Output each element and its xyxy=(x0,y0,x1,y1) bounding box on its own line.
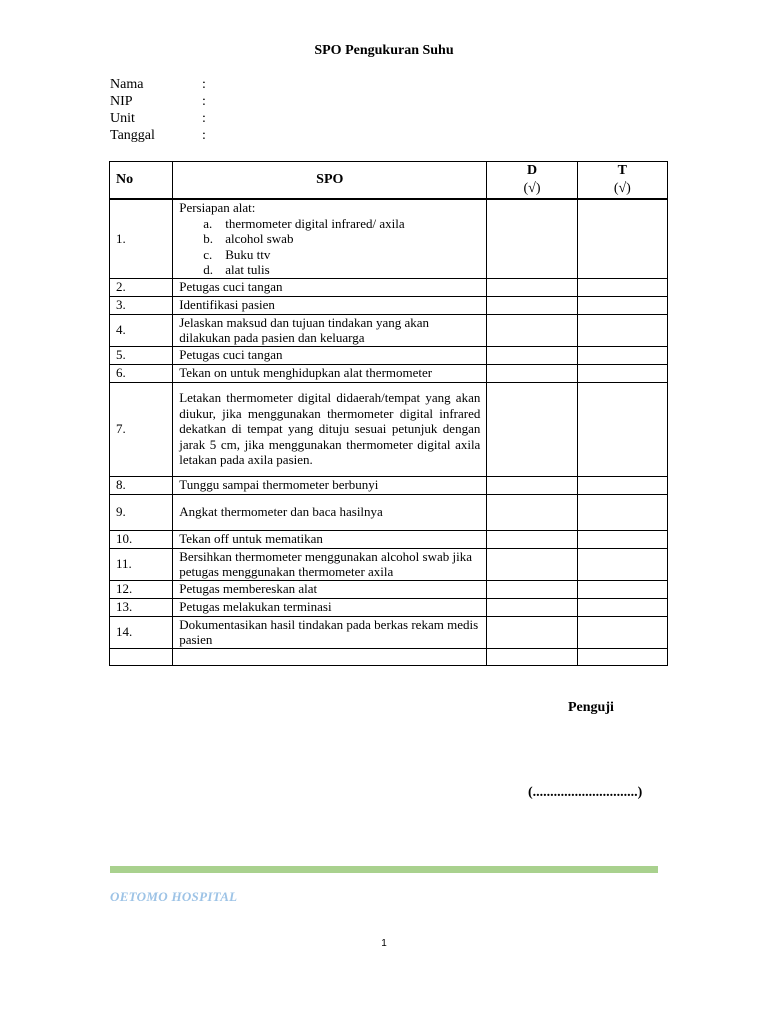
row-step-text: Tunggu sampai thermometer berbunyi xyxy=(173,476,487,494)
field-nama xyxy=(110,76,212,93)
table-row xyxy=(110,382,668,476)
table-row xyxy=(110,346,668,364)
t-check-cell[interactable] xyxy=(577,346,667,364)
row-number: 12. xyxy=(110,580,173,598)
row-step-text: Tekan off untuk mematikan xyxy=(173,530,487,548)
header-t-check: (√) xyxy=(613,181,631,196)
list-text: alcohol swab xyxy=(225,231,294,246)
row-step-text: Angkat thermometer dan baca hasilnya xyxy=(173,494,487,530)
row-step-text: Letakan thermometer digital didaerah/tempat yang akan diukur, jika menggunakan thermometer digital infrared dekatkan di tempat yang dituju sesuai petunjuk dengan jarak 5 cm, jika menggunakan thermometer digital axila letakan pada axila pasien. xyxy=(173,382,487,476)
field-colon: : xyxy=(202,77,206,92)
field-label: Unit xyxy=(110,111,135,126)
row-step-text: Persiapan alat: xyxy=(179,200,256,215)
field-unit xyxy=(110,110,212,127)
examiner-label: Penguji xyxy=(568,700,614,715)
empty-cell xyxy=(173,648,487,665)
table-row xyxy=(110,314,668,346)
d-check-cell[interactable] xyxy=(487,616,577,648)
field-nip xyxy=(110,93,212,110)
list-marker: d. xyxy=(203,262,213,277)
table-row xyxy=(110,364,668,382)
list-marker: c. xyxy=(203,246,213,262)
t-check-cell[interactable] xyxy=(577,296,667,314)
row-step-text: Petugas cuci tangan xyxy=(173,346,487,364)
d-check-cell[interactable] xyxy=(487,598,577,616)
list-item xyxy=(203,216,480,232)
row-step-text: Identifikasi pasien xyxy=(173,296,487,314)
d-check-cell[interactable] xyxy=(487,382,577,476)
row-number: 9. xyxy=(110,494,173,530)
footer-hospital-name: OETOMO HOSPITAL xyxy=(110,889,238,904)
d-check-cell[interactable] xyxy=(487,648,577,665)
t-check-cell[interactable] xyxy=(577,278,667,296)
t-check-cell[interactable] xyxy=(577,199,667,278)
row-number: 6. xyxy=(110,364,173,382)
list-text: Buku ttv xyxy=(225,246,271,262)
empty-cell xyxy=(110,648,173,665)
row-number: 5. xyxy=(110,346,173,364)
list-item xyxy=(203,231,480,247)
signature-placeholder: (..............................) xyxy=(528,785,643,800)
d-check-cell[interactable] xyxy=(487,199,577,278)
row-step-text: Petugas membereskan alat xyxy=(173,580,487,598)
table-row xyxy=(110,598,668,616)
row-number: 1. xyxy=(110,199,173,278)
footer-divider-bar xyxy=(110,866,658,873)
d-check-cell[interactable] xyxy=(487,580,577,598)
table-header-row xyxy=(110,162,668,200)
field-label: Tanggal xyxy=(110,128,155,143)
row-step xyxy=(173,199,487,278)
row-number: 11. xyxy=(110,548,173,580)
field-colon: : xyxy=(202,94,206,109)
row-number: 4. xyxy=(110,314,173,346)
list-marker: a. xyxy=(203,215,213,231)
row-number: 8. xyxy=(110,476,173,494)
empty-table-row xyxy=(110,648,668,665)
identity-fields xyxy=(110,76,212,144)
t-check-cell[interactable] xyxy=(577,314,667,346)
table-row xyxy=(110,476,668,494)
header-d-check: (√) xyxy=(523,181,541,196)
t-check-cell[interactable] xyxy=(577,580,667,598)
table-row xyxy=(110,278,668,296)
d-check-cell[interactable] xyxy=(487,494,577,530)
field-label: NIP xyxy=(110,94,133,109)
row-number: 10. xyxy=(110,530,173,548)
row-step-text: Tekan on untuk menghidupkan alat thermometer xyxy=(173,364,487,382)
spo-checklist-table xyxy=(109,161,668,666)
table-row xyxy=(110,530,668,548)
list-text: thermometer digital infrared/ axila xyxy=(225,215,405,231)
row-number: 13. xyxy=(110,598,173,616)
header-spo: SPO xyxy=(173,162,487,200)
row-step-text: Bersihkan thermometer menggunakan alcohol swab jika petugas menggunakan thermometer axila xyxy=(173,548,487,580)
header-t xyxy=(577,162,667,200)
field-tanggal xyxy=(110,127,212,144)
d-check-cell[interactable] xyxy=(487,476,577,494)
field-label: Nama xyxy=(110,77,144,92)
field-colon: : xyxy=(202,111,206,126)
header-d xyxy=(487,162,577,200)
header-no: No xyxy=(110,162,173,200)
list-item xyxy=(203,262,480,278)
page-number: 1 xyxy=(381,938,387,949)
list-marker: b. xyxy=(203,231,213,246)
table-row xyxy=(110,616,668,648)
table-row xyxy=(110,199,668,278)
d-check-cell[interactable] xyxy=(487,530,577,548)
t-check-cell[interactable] xyxy=(577,598,667,616)
table-row xyxy=(110,580,668,598)
list-item xyxy=(203,247,480,263)
d-check-cell[interactable] xyxy=(487,314,577,346)
row-number: 14. xyxy=(110,616,173,648)
t-check-cell[interactable] xyxy=(577,364,667,382)
table-row xyxy=(110,548,668,580)
row-number: 2. xyxy=(110,278,173,296)
equipment-list xyxy=(179,216,480,278)
d-check-cell[interactable] xyxy=(487,364,577,382)
header-t-label: T xyxy=(617,163,627,178)
t-check-cell[interactable] xyxy=(577,476,667,494)
header-d-label: D xyxy=(526,163,538,178)
t-check-cell[interactable] xyxy=(577,530,667,548)
d-check-cell[interactable] xyxy=(487,548,577,580)
row-step-text: Petugas melakukan terminasi xyxy=(173,598,487,616)
document-title: SPO Pengukuran Suhu xyxy=(314,43,454,58)
t-check-cell[interactable] xyxy=(577,494,667,530)
table-row xyxy=(110,296,668,314)
row-step-text: Dokumentasikan hasil tindakan pada berkas rekam medis pasien xyxy=(173,616,487,648)
t-check-cell[interactable] xyxy=(577,648,667,665)
field-colon: : xyxy=(202,128,206,143)
row-number: 3. xyxy=(110,296,173,314)
t-check-cell[interactable] xyxy=(577,616,667,648)
row-number: 7. xyxy=(110,382,173,476)
d-check-cell[interactable] xyxy=(487,296,577,314)
d-check-cell[interactable] xyxy=(487,346,577,364)
table-row xyxy=(110,494,668,530)
d-check-cell[interactable] xyxy=(487,278,577,296)
row-step-text: Petugas cuci tangan xyxy=(173,278,487,296)
row-step-text: Jelaskan maksud dan tujuan tindakan yang akan dilakukan pada pasien dan keluarga xyxy=(173,314,487,346)
list-text: alat tulis xyxy=(225,262,270,277)
t-check-cell[interactable] xyxy=(577,548,667,580)
t-check-cell[interactable] xyxy=(577,382,667,476)
